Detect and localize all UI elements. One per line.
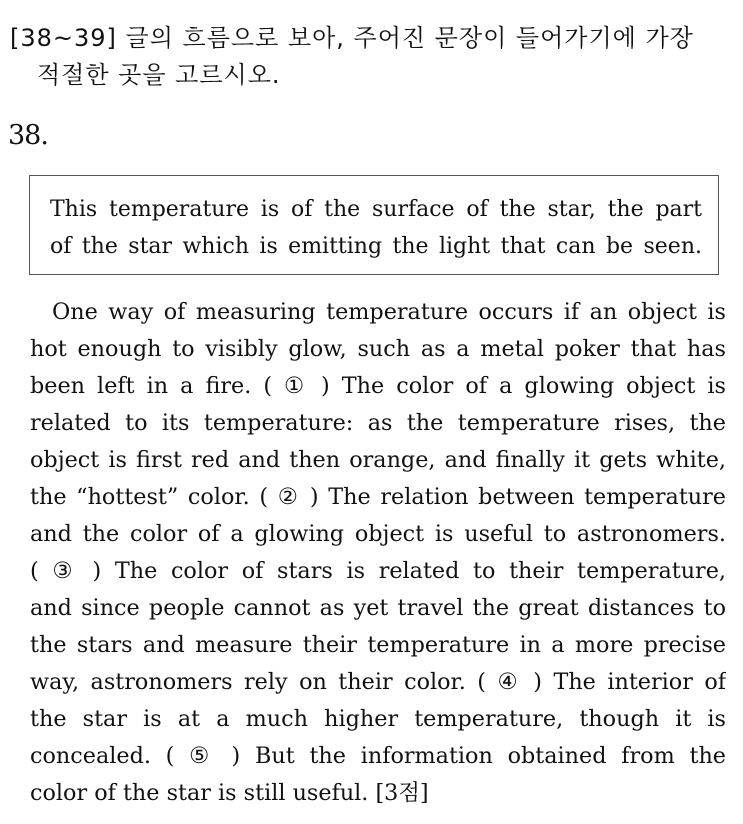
passage-line: the stars and measure their temperature in a more precise [30, 632, 726, 658]
question-instruction [10, 20, 735, 94]
passage-line: object is first red and then orange, and finally it gets white, [30, 447, 726, 473]
passage-line: way, astronomers rely on their color. ( ④ ) The interior of [30, 669, 726, 695]
passage-line: hot enough to visibly glow, such as a metal poker that has [30, 336, 726, 362]
passage-line: color of the star is still useful. [3점] [30, 780, 429, 806]
passage-line: One way of measuring temperature occurs if an object is [52, 299, 726, 325]
passage-line: and since people cannot as yet travel the great distances to [30, 595, 726, 621]
given-sentence-box [29, 175, 719, 275]
passage-line: been left in a fire. ( ① ) The color of a glowing object is [30, 373, 726, 399]
instruction-line-1: [38~39] 글의 흐름으로 보아, 주어진 문장이 들어가기에 가장 [10, 24, 694, 52]
passage-line: the star is at a much higher temperature, though it is [30, 706, 726, 732]
question-number: 38. [8, 120, 48, 151]
passage-line: and the color of a glowing object is useful to astronomers. [30, 521, 726, 547]
passage-line: concealed. ( ⑤ ) But the information obtained from the [30, 743, 726, 769]
passage-line: the “hottest” color. ( ② ) The relation between temperature [30, 484, 726, 510]
given-sentence-line: of the star which is emitting the light that can be seen. [50, 234, 702, 259]
passage-line: ( ③ ) The color of stars is related to their temperature, [30, 558, 726, 584]
given-sentence-line: This temperature is of the surface of the star, the part [50, 197, 702, 222]
passage-line: related to its temperature: as the temperature rises, the [30, 410, 726, 436]
instruction-line-2: 적절한 곳을 고르시오. [37, 61, 281, 89]
